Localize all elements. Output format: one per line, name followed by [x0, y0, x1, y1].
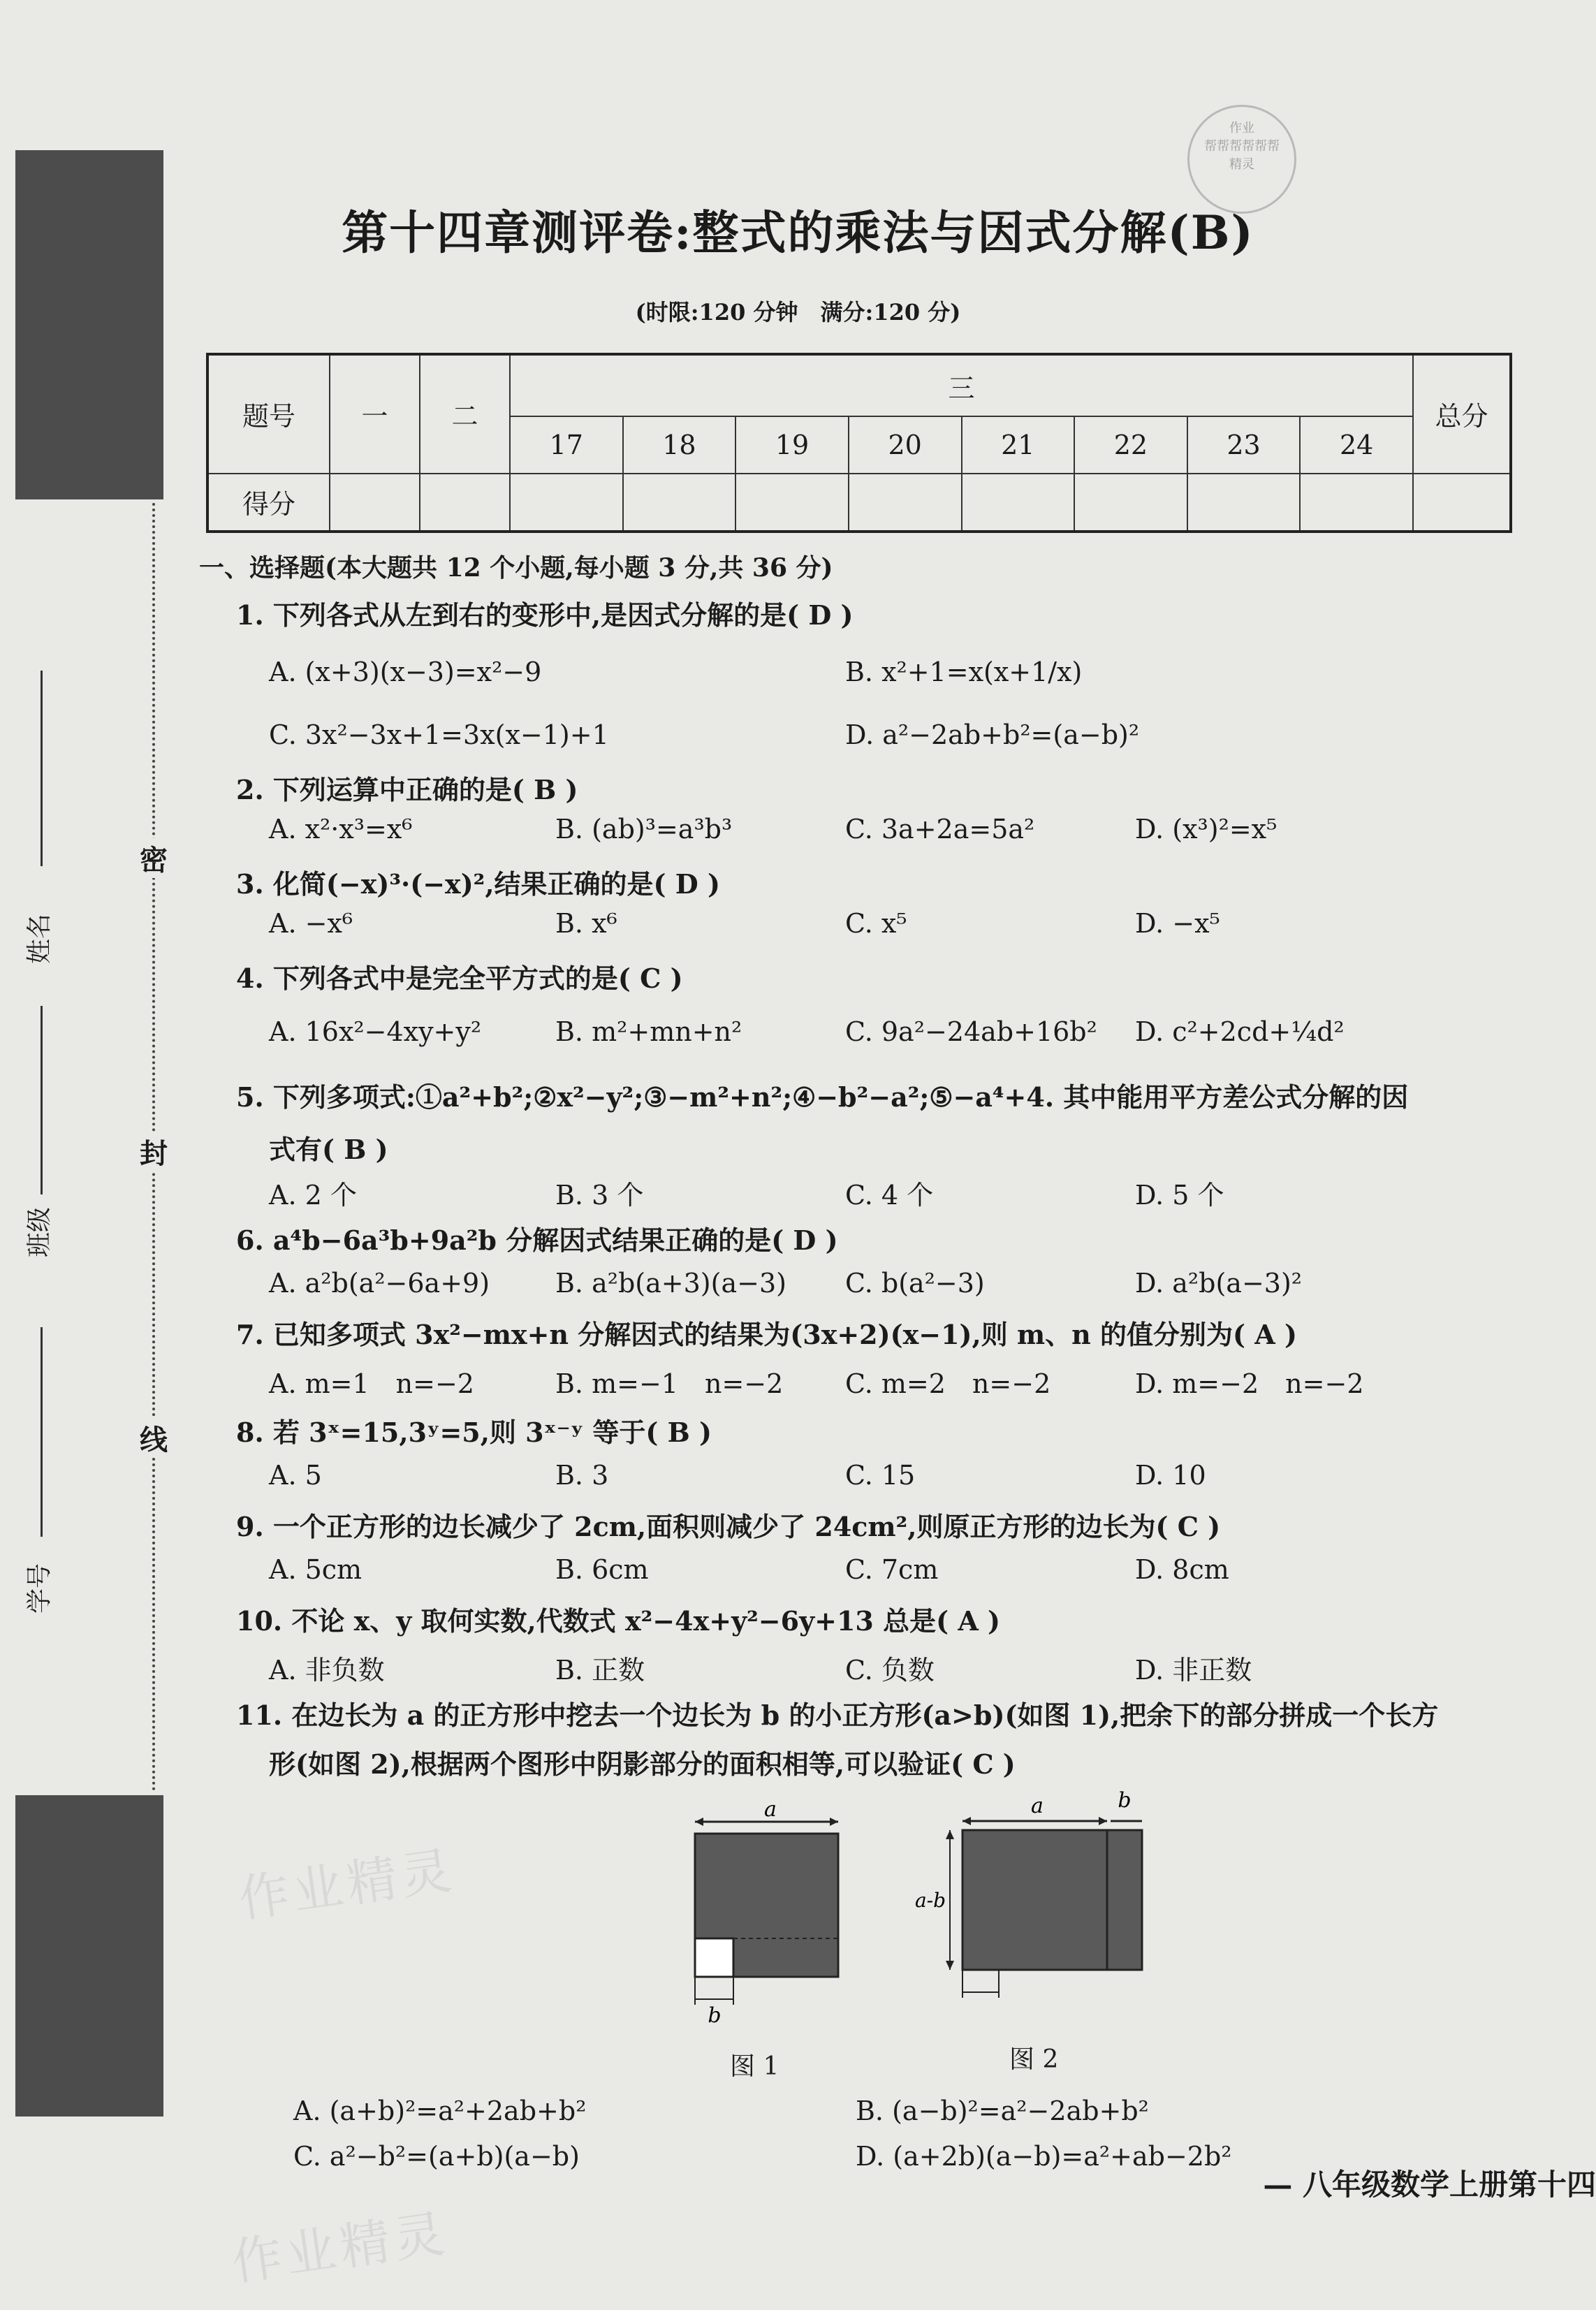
q6-option-b[interactable]: B. a²b(a+3)(a−3) — [555, 1268, 786, 1299]
col-header-3: 三 — [510, 354, 1413, 416]
q8-option-c[interactable]: C. 15 — [845, 1460, 916, 1491]
q8-option-a[interactable]: A. 5 — [269, 1460, 322, 1491]
question-5-cont: 式有( B ) — [269, 1134, 388, 1165]
answer-9: C — [1177, 1511, 1199, 1542]
score-cell[interactable] — [962, 474, 1075, 532]
score-cell[interactable] — [1187, 474, 1301, 532]
question-9: 9. 一个正方形的边长减少了 2cm,面积则减少了 24cm²,则原正方形的边长为( C ) — [236, 1511, 1221, 1542]
sub-col-header: 17 — [510, 416, 623, 473]
q1-option-a[interactable]: A. (x+3)(x−3)=x²−9 — [269, 657, 542, 687]
binding-shade-bottom — [15, 1795, 163, 2117]
binding-char-seal: 密 — [140, 838, 168, 878]
page-title: 第十四章测评卷:整式的乘法与因式分解(B) — [342, 205, 1254, 260]
class-field[interactable] — [41, 1006, 43, 1194]
student-id-label: 学号 — [25, 1563, 54, 1614]
answer-4: C — [640, 963, 661, 994]
q3-option-a[interactable]: A. −x⁶ — [269, 908, 353, 939]
q6-option-d[interactable]: D. a²b(a−3)² — [1135, 1268, 1303, 1299]
fig1-label-b: b — [708, 2003, 722, 2028]
score-cell[interactable] — [330, 474, 420, 532]
sub-col-header: 23 — [1187, 416, 1301, 473]
fig1-label-a: a — [764, 1802, 777, 1822]
q4-option-c[interactable]: C. 9a²−24ab+16b² — [845, 1016, 1097, 1047]
q11-option-a[interactable]: A. (a+b)²=a²+2ab+b² — [293, 2096, 587, 2126]
answer-1: D — [808, 599, 832, 631]
figure-1-caption: 图 1 — [730, 2052, 779, 2081]
q3-option-b[interactable]: B. x⁶ — [555, 908, 617, 939]
score-table — [206, 353, 1512, 533]
q5-option-a[interactable]: A. 2 个 — [269, 1180, 357, 1211]
answer-6: D — [793, 1225, 817, 1256]
score-cell[interactable] — [1074, 474, 1187, 532]
watermark: 作业精灵 — [235, 1840, 460, 1929]
score-cell[interactable] — [623, 474, 736, 532]
sub-col-header: 22 — [1074, 416, 1187, 473]
q11-option-b[interactable]: B. (a−b)²=a²−2ab+b² — [856, 2096, 1149, 2126]
q7-option-d[interactable]: D. m=−2 n=−2 — [1135, 1368, 1364, 1399]
binding-char-close: 封 — [140, 1132, 168, 1171]
q9-option-c[interactable]: C. 7cm — [845, 1554, 939, 1585]
answer-3: D — [675, 868, 698, 900]
score-cell[interactable] — [849, 474, 962, 532]
q2-option-c[interactable]: C. 3a+2a=5a² — [845, 814, 1035, 845]
q8-option-b[interactable]: B. 3 — [555, 1460, 609, 1491]
question-11: 11. 在边长为 a 的正方形中挖去一个边长为 b 的小正方形(a>b)(如图 1),把余下的部分拼成一个长方 — [236, 1699, 1439, 1731]
q6-option-a[interactable]: A. a²b(a²−6a+9) — [269, 1268, 490, 1299]
question-10: 10. 不论 x、y 取何实数,代数式 x²−4x+y²−6y+13 总是( A ) — [236, 1605, 1001, 1637]
q11-option-d[interactable]: D. (a+2b)(a−b)=a²+ab−2b² — [856, 2141, 1232, 2172]
name-field[interactable] — [41, 671, 43, 866]
answer-5: B — [344, 1134, 367, 1165]
row-header-number: 题号 — [207, 354, 330, 474]
answer-2: B — [534, 774, 557, 805]
q7-option-b[interactable]: B. m=−1 n=−2 — [555, 1368, 784, 1399]
q3-option-d[interactable]: D. −x⁵ — [1135, 908, 1220, 939]
question-8: 8. 若 3ˣ=15,3ʸ=5,则 3ˣ⁻ʸ 等于( B ) — [236, 1417, 712, 1448]
q2-option-d[interactable]: D. (x³)²=x⁵ — [1135, 814, 1277, 845]
q7-option-a[interactable]: A. m=1 n=−2 — [269, 1368, 474, 1399]
q8-option-d[interactable]: D. 10 — [1135, 1460, 1206, 1491]
q11-option-c[interactable]: C. a²−b²=(a+b)(a−b) — [293, 2141, 580, 2172]
q5-option-b[interactable]: B. 3 个 — [555, 1180, 644, 1211]
sub-col-header: 21 — [962, 416, 1075, 473]
q1-option-d[interactable]: D. a²−2ab+b²=(a−b)² — [845, 719, 1140, 750]
binding-char-line: 线 — [140, 1418, 168, 1458]
q10-option-b[interactable]: B. 正数 — [555, 1655, 645, 1686]
score-cell[interactable] — [1413, 474, 1511, 532]
figure-2 — [908, 1785, 1173, 2015]
fig2-label-a-minus-b: a-b — [914, 1889, 946, 1912]
q9-option-a[interactable]: A. 5cm — [269, 1554, 363, 1585]
col-header-total: 总分 — [1413, 354, 1511, 474]
question-7: 7. 已知多项式 3x²−mx+n 分解因式的结果为(3x+2)(x−1),则 m、n 的值分别为( A ) — [236, 1319, 1297, 1350]
q2-option-a[interactable]: A. x²·x³=x⁶ — [269, 814, 413, 845]
q5-option-d[interactable]: D. 5 个 — [1135, 1180, 1224, 1211]
question-4: 4. 下列各式中是完全平方式的是( C ) — [236, 963, 683, 994]
q10-option-a[interactable]: A. 非负数 — [269, 1655, 385, 1686]
row-header-score: 得分 — [207, 474, 330, 532]
q2-option-b[interactable]: B. (ab)³=a³b³ — [555, 814, 733, 845]
answer-8: B — [667, 1417, 690, 1448]
page-footer: — 八年级数学上册第十四 — [1263, 2168, 1596, 2202]
q4-option-b[interactable]: B. m²+mn+n² — [555, 1016, 742, 1047]
q5-option-c[interactable]: C. 4 个 — [845, 1180, 934, 1211]
question-6: 6. a⁴b−6a³b+9a²b 分解因式结果正确的是( D ) — [236, 1225, 838, 1256]
section-heading: 一、选择题(本大题共 12 个小题,每小题 3 分,共 36 分) — [199, 553, 833, 583]
q7-option-c[interactable]: C. m=2 n=−2 — [845, 1368, 1051, 1399]
question-5: 5. 下列多项式:①a²+b²;②x²−y²;③−m²+n²;④−b²−a²;⑤−a⁴+4. 其中能用平方差公式分解的因 — [236, 1081, 1409, 1113]
answer-11: C — [972, 1748, 994, 1780]
figure-2-caption: 图 2 — [1009, 2045, 1059, 2074]
question-3: 3. 化简(−x)³·(−x)²,结果正确的是( D ) — [236, 868, 720, 900]
q10-option-d[interactable]: D. 非正数 — [1135, 1655, 1252, 1686]
q3-option-c[interactable]: C. x⁵ — [845, 908, 907, 939]
col-header-2: 二 — [420, 354, 510, 474]
score-cell[interactable] — [420, 474, 510, 532]
stamp-logo: 作业 帮帮帮帮帮帮 精灵 — [1187, 105, 1296, 214]
score-cell[interactable] — [1300, 474, 1413, 532]
watermark: 作业精灵 — [228, 2203, 453, 2293]
answer-7: A — [1254, 1319, 1275, 1350]
col-header-1: 一 — [330, 354, 420, 474]
fig2-label-b: b — [1118, 1788, 1132, 1813]
score-cell[interactable] — [735, 474, 849, 532]
question-1: 1. 下列各式从左到右的变形中,是因式分解的是( D ) — [236, 599, 854, 631]
name-label: 姓名 — [25, 913, 54, 964]
q1-option-c[interactable]: C. 3x²−3x+1=3x(x−1)+1 — [269, 719, 609, 750]
q9-option-b[interactable]: B. 6cm — [555, 1554, 649, 1585]
q1-option-b[interactable]: B. x²+1=x(x+1/x) — [845, 657, 1083, 687]
q10-option-c[interactable]: C. 负数 — [845, 1655, 935, 1686]
q4-option-a[interactable]: A. 16x²−4xy+y² — [269, 1016, 482, 1047]
score-cell[interactable] — [510, 474, 623, 532]
sub-col-header: 19 — [735, 416, 849, 473]
figure-1 — [674, 1802, 870, 2033]
sub-col-header: 18 — [623, 416, 736, 473]
sub-col-header: 20 — [849, 416, 962, 473]
student-id-field[interactable] — [41, 1327, 43, 1537]
question-2: 2. 下列运算中正确的是( B ) — [236, 774, 578, 805]
class-label: 班级 — [25, 1206, 54, 1257]
q4-option-d[interactable]: D. c²+2cd+¼d² — [1135, 1016, 1345, 1047]
fig2-label-a: a — [1031, 1794, 1044, 1818]
page-subtitle: (时限:120 分钟 满分:120 分) — [635, 299, 961, 326]
q9-option-d[interactable]: D. 8cm — [1135, 1554, 1229, 1585]
answer-10: A — [958, 1605, 979, 1637]
question-11-cont: 形(如图 2),根据两个图形中阴影部分的面积相等,可以验证( C ) — [269, 1748, 1016, 1780]
q6-option-c[interactable]: C. b(a²−3) — [845, 1268, 985, 1299]
sub-col-header: 24 — [1300, 416, 1413, 473]
